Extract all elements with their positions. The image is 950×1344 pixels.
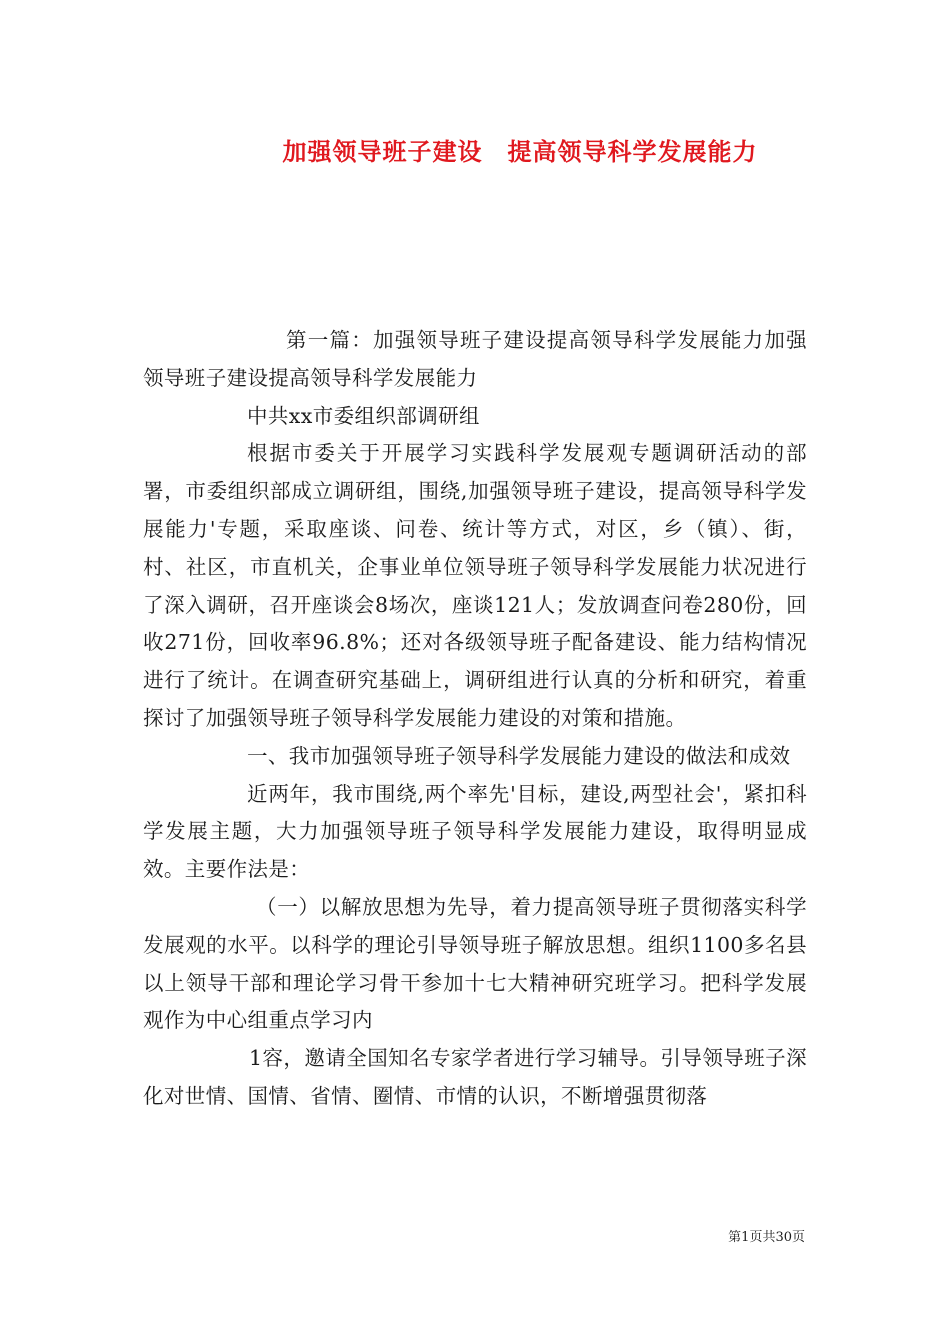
paragraph-chapter-heading: 第一篇：加强领导班子建设提高领导科学发展能力加强领导班子建设提高领导科学发展能力 bbox=[143, 328, 807, 390]
page-number-footer: 第1页共30页 bbox=[728, 1230, 805, 1245]
document-body bbox=[143, 322, 807, 1116]
document-title: 加强领导班子建设 提高领导科学发展能力 bbox=[282, 137, 758, 166]
paragraph-subsection-one: （一）以解放思想为先导，着力提高领导班子贯彻落实科学发展观的水平。以科学的理论引导领导班子解放思想。组织1100多名县以上领导干部和理论学习骨干参加十七大精神研究班学习。把科学发展观作为中心组重点学习内 bbox=[143, 894, 807, 1033]
paragraph-section-heading: 一、我市加强领导班子领导科学发展能力建设的做法和成效 bbox=[247, 743, 791, 768]
paragraph-author: 中共xx市委组织部调研组 bbox=[247, 403, 480, 428]
paragraph-intro: 根据市委关于开展学习实践科学发展观专题调研活动的部署，市委组织部成立调研组，围绕,加强领导班子建设，提高领导科学发展能力'专题，采取座谈、问卷、统计等方式，对区，乡（镇）、街，村、社区，市直机关，企事业单位领导班子领导科学发展能力状况进行了深入调研，召开座谈会8场次，座谈121人；发放调查问卷280份，回收271份，回收率96.8%；还对各级领导班子配备建设、能力结构情况进行了统计。在调查研究基础上，调研组进行认真的分析和研究，着重探讨了加强领导班子领导科学发展能力建设的对策和措施。 bbox=[143, 441, 807, 730]
paragraph-continued: 1容，邀请全国知名专家学者进行学习辅导。引导领导班子深化对世情、国情、省情、圈情、市情的认识，不断增强贯彻落 bbox=[143, 1046, 807, 1108]
paragraph-overview: 近两年，我市围绕,两个率先'目标，建设,两型社会'，紧扣科学发展主题，大力加强领导班子领导科学发展能力建设，取得明显成效。主要作法是： bbox=[143, 781, 807, 882]
